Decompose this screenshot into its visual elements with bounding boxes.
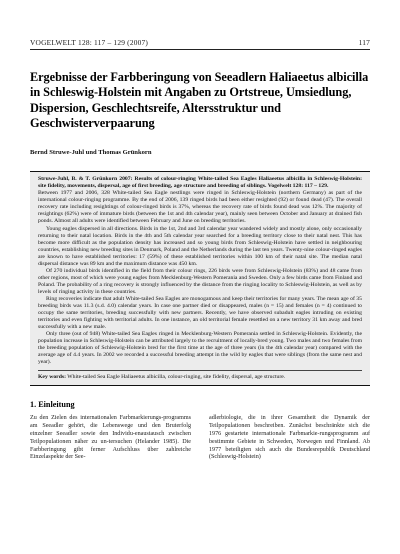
keywords-line (38, 370, 362, 381)
page-number: 117 (358, 38, 370, 47)
journal-citation: VOGELWELT 128: 117 – 129 (2007) (30, 38, 149, 47)
abstract-citation: Struwe-Juhl, B. & T. Grünkorn 2007: Results of colour-ringing White-tailed Sea Eagles Haliaeetus albicilla in Schleswig-Holstein: site fidelity, movements, dispersal, age of first breeding, age structure and breeding of siblings. Vogelwelt 128: 117 – 129. (38, 176, 362, 190)
abstract-paragraph: Only three (out of 948) White-tailed Sea Eagles ringed in Mecklenburg-Western Pomerania settled in Schleswig-Holstein. Evidently, the population increase in Schleswig-Holstein can be attributed largely to the recruitment of locally-bred young. Two males and two females from the breeding population of Schleswig-Holstein bred for the first time at the age of three years (in the 4th calendar year) compared with the average age of 4.4 years. In 2002 we recorded a successful breeding attempt in the wild by eagles that were siblings (from the same nest and year). (38, 331, 362, 366)
body-column-right (209, 415, 370, 462)
body-text-right: adlerbiologie, die in ihrer Gesamtheit die Dynamik der Teilpopulationen beschreiben. Zunächst beschränkte sich die 1976 gestartete internationale Farbmarkie-rungsprogramm auf bestimmte Gebiete in Schweden, Norwegen und Finnland. Ab 1977 beteiligten sich auch die Bundesrepublik Deutschland (Schleswig-Holstein) (209, 415, 370, 461)
abstract-paragraph: Young eagles dispersed in all directions. Birds in the 1st, 2nd and 3rd calendar year wandered widely and mostly alone, only occasionally returning to their natal location. Birds in the 4th and 5th calendar year searched for a breeding territory close to their natal nest. This has become more difficult as the population density has increased and so young birds from Schleswig-Holstein have settled in neighbouring countries, establishing new breeding sites in Denmark, Poland and the Netherlands during the last ten years. Twenty-nine colour-ringed eagles are known to have established territories: 17 (59%) of these established territories within 100 km of their natal site. The median natal dispersal distance was 89 km and the maximum distance was 450 km. (38, 225, 362, 267)
keywords-label: Key words: (38, 374, 66, 381)
article-title: Ergebnisse der Farbberingung von Seeadlern Haliaeetus albicilla in Schleswig-Holstein mit Angaben zu Ortstreue, Umsiedlung, Dispersion, Geschlechtsreife, Altersstruktur und Geschwisterverpaarung (30, 70, 369, 130)
running-header (30, 38, 370, 50)
abstract-box (30, 171, 370, 386)
article-page (30, 38, 370, 462)
article-authors: Bernd Struwe-Juhl und Thomas Grünkorn (30, 149, 152, 157)
body-text-left: Zu den Zielen des internationalen Farbmarkierungs-programms am Seeadler gehört, die Lebenswege und den Bruterfolg einzelner Seeadler sowie den Individu-enaustausch zwischen Teilpopulationen näher zu un-tersuchen (Helander 1985). Die Farbberingung gibt ferner Aufschluss über zahlreiche Einzelaspekte der See- (30, 415, 191, 461)
abstract-paragraph: Between 1977 and 2006, 328 White-tailed Sea Eagle nestlings were ringed in Schleswig-Holstein (northern Germany) as part of the international colour-ringing programme. By the end of 2006, 139 ringed birds had been either resighted (92) or found dead (47). The overall recovery rate including resightings of colour-ringed birds is 37%, whereas the recovery rate of birds found dead was 12%. The majority of resightings (62%) were of immature birds (between the 1st and 4th calendar year), mainly seen between October and January at drained fish ponds. Almost all adults were identified between February and June on breeding territories. (38, 190, 362, 225)
keywords-text: White-tailed Sea Eagle Haliaeetus albicilla, colour-ringing, site fidelity, dispersal, age structure. (67, 374, 286, 381)
abstract-paragraph: Of 270 individual birds identified in the field from their colour rings, 226 birds were from Schleswig-Holstein (83%) and 48 came from other regions, most of which were young eagles from Mecklenburg-Western Pomerania and Sweden. Only a few birds came from Finland and Poland. The probability of a ring recovery is strongly influenced by the distance from the ringing locality to Schleswig-Holstein, as well as by levels of ringing activity in these countries. (38, 267, 362, 295)
body-columns (30, 415, 370, 462)
body-column-left (30, 415, 191, 462)
section-heading: 1. Einleitung (30, 400, 75, 410)
abstract-paragraph: Ring recoveries indicate that adult White-tailed Sea Eagles are monogamous and keep their territories for many years. The mean age of 35 breeding birds was 11.3 (s.d. 4.0) calendar years. In case one partner died or disappeared, males (n = 15) and females (n = 4) continued to occupy the same territories, breeding successfully with new partners. Recently, we have observed subadult eagles intruding on existing territories and even fighting with territorial adults. In one instance, an old territorial female resettled on a new territory 31 km away and bred successfully with a new male. (38, 295, 362, 331)
